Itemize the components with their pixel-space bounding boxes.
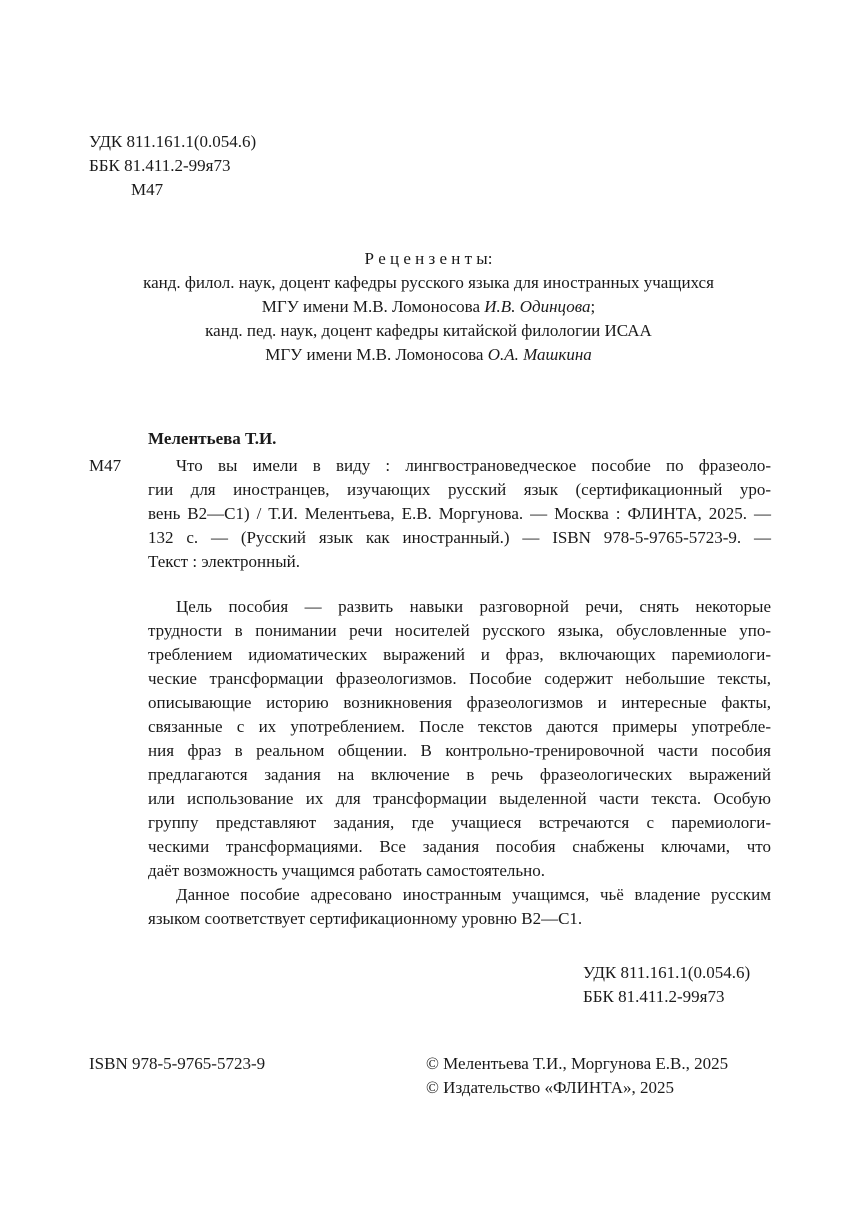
abstract-line: Цель пособия — развить навыки разговорной речи, снять некоторые (176, 597, 771, 616)
abstract-line: или использование их для трансформации выделенной части текста. Особую (148, 789, 771, 808)
copyright-publisher: © Издательство «ФЛИНТА», 2025 (426, 1078, 675, 1097)
abstract-line: Данное пособие адресовано иностранным учащимся, чьё владение русским (176, 885, 771, 904)
reviewer-1-position: канд. филол. наук, доцент кафедры русского языка для иностранных учащихся (143, 273, 714, 292)
reviewer-2-name: О.А. Машкина (487, 345, 592, 364)
reviewers-heading: Р е ц е н з е н т ы: (364, 249, 493, 268)
catalog-author: Мелентьева Т.И. (148, 429, 277, 448)
reviewer-2-affiliation (0, 344, 857, 366)
bottom-bbk-code: ББК 81.411.2-99я73 (583, 987, 725, 1006)
reviewer-1-university: МГУ имени М.В. Ломоносова (261, 297, 485, 316)
reviewer-1-name: И.В. Одинцова (484, 297, 591, 316)
reviewer-2-university: МГУ имени М.В. Ломоносова (265, 345, 488, 364)
udk-code: УДК 811.161.1(0.054.6) (89, 132, 257, 151)
abstract-line: трудности в понимании речи носителей русского языка, обусловленные упо- (148, 621, 771, 640)
abstract-line: описывающие историю возникновения фразеологизмов и интересные факты, (148, 693, 771, 712)
catalog-line: вень В2—С1) / Т.И. Мелентьева, Е.В. Моргунова. — Москва : ФЛИНТА, 2025. — (148, 504, 771, 523)
abstract-line: предлагаются задания на включение в речь фразеологических выражений (148, 765, 771, 784)
abstract-line: ческими трансформациями. Все задания пособия снабжены ключами, что (148, 837, 771, 856)
abstract-line: языком соответствует сертификационному уровню В2—С1. (148, 909, 583, 928)
abstract-line: даёт возможность учащимся работать самостоятельно. (148, 861, 545, 880)
reviewer-2-position: канд. пед. наук, доцент кафедры китайской филологии ИСАА (205, 321, 652, 340)
isbn: ISBN 978-5-9765-5723-9 (89, 1054, 266, 1073)
abstract-line: ческие трансформации фразеологизмов. Пособие содержит небольшие тексты, (148, 669, 771, 688)
catalog-line: Что вы имели в виду : лингвострановедческое пособие по фразеоло- (176, 456, 771, 475)
abstract-line: ния фраз в реальном общении. В контрольно-тренировочной части пособия (148, 741, 771, 760)
catalog-line: гии для иностранцев, изучающих русский язык (сертификационный уро- (148, 480, 771, 499)
abstract-line: группу представляют задания, где учащиеся встречаются с паремиологи- (148, 813, 771, 832)
catalog-line: 132 с. — (Русский язык как иностранный.) — ISBN 978-5-9765-5723-9. — (148, 528, 771, 547)
reviewer-1-affiliation (0, 296, 857, 318)
author-mark: М47 (131, 180, 164, 199)
abstract-line: треблением идиоматических выражений и фраз, включающих паремиологи- (148, 645, 771, 664)
reviewer-1-separator: ; (590, 297, 596, 316)
bottom-udk-code: УДК 811.161.1(0.054.6) (583, 963, 751, 982)
abstract-line: связанные с их употреблением. После текстов даются примеры употребле- (148, 717, 771, 736)
catalog-mark: М47 (89, 456, 122, 475)
copyright-authors: © Мелентьева Т.И., Моргунова Е.В., 2025 (426, 1054, 729, 1073)
bbk-code: ББК 81.411.2-99я73 (89, 156, 231, 175)
catalog-line: Текст : электронный. (148, 552, 300, 571)
